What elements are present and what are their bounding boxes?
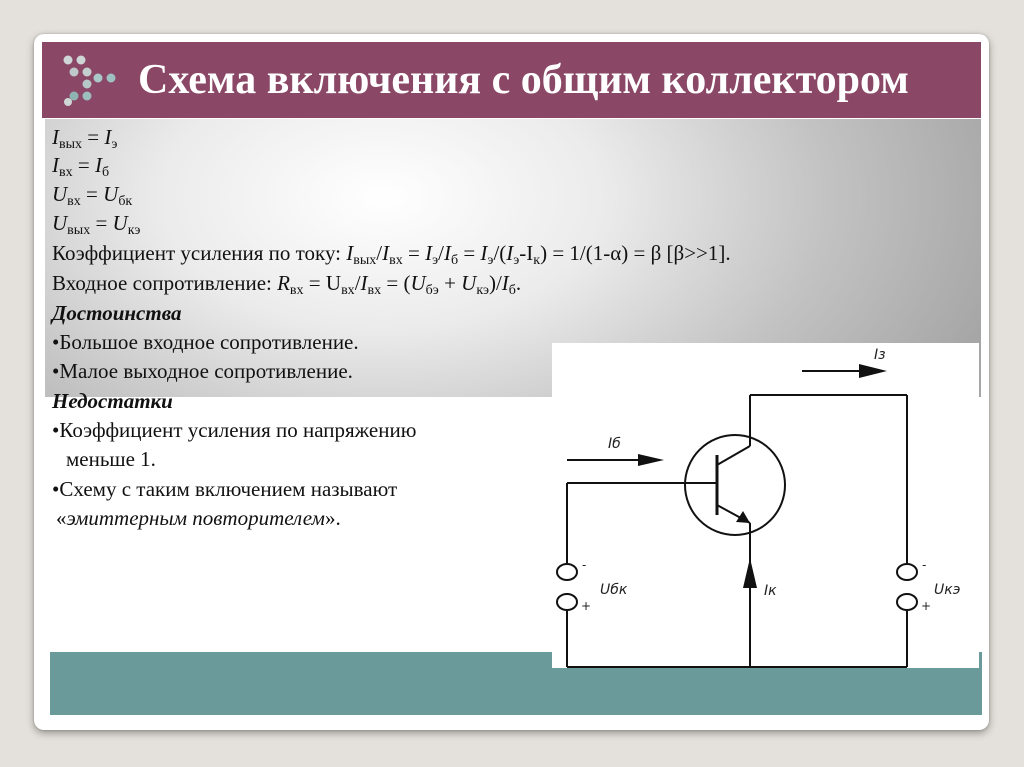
- transistor-body: [685, 435, 785, 535]
- formula-output-current: $I_{вых} = I_э$: [52, 125, 118, 152]
- ib-arrow-head: [638, 454, 664, 466]
- formula-input-current: $I_{вх} = I_б$: [52, 153, 110, 180]
- label-ie: Iз: [874, 347, 886, 363]
- terminal-output-minus: [897, 564, 917, 580]
- advantage-item: •Большое входное сопротивление.: [52, 330, 359, 354]
- sign-output-plus: +: [921, 599, 932, 613]
- label-uke: Uкэ: [934, 582, 961, 598]
- common-collector-schematic: [552, 343, 979, 668]
- input-resistance-formula: Входное сопротивление: $R_{вх} = U_{вх}/I_{вх} = (U_{бэ} + U_{кэ})/I_б$.: [52, 271, 522, 298]
- slide-title: Схема включения с общим коллектором: [138, 57, 909, 103]
- sign-input-minus: -: [582, 558, 587, 572]
- dots-decoration-icon: [54, 52, 124, 108]
- circuit-diagram: [552, 343, 979, 668]
- terminal-output-plus: [897, 594, 917, 610]
- current-gain-formula: Коэффициент усиления по току: $I_{вых}/I_{вх} = I_э/I_б = I_э/(I_э-I_к) = 1/(1-\alpha) = \beta$ [β>>1].: [52, 241, 731, 268]
- disadvantage-item: •Схему с таким включением называют: [52, 477, 398, 501]
- advantage-item: •Малое выходное сопротивление.: [52, 359, 353, 383]
- label-ib: Iб: [608, 436, 621, 452]
- slide: [34, 34, 989, 730]
- disadvantage-item: •Коэффициент усиления по напряжению: [52, 418, 417, 442]
- terminal-input-minus: [557, 564, 577, 580]
- disadvantages-heading: Недостатки: [52, 389, 173, 413]
- label-ubk: Uбк: [600, 582, 628, 598]
- formula-input-voltage: $U_{вх} = U_{бк}$: [52, 182, 133, 209]
- sign-input-plus: +: [581, 599, 592, 613]
- formula-output-voltage: $U_{вых} = U_{кэ}$: [52, 211, 141, 238]
- terminal-input-plus: [557, 594, 577, 610]
- label-ik: Iк: [764, 583, 777, 599]
- ie-arrow-head: [859, 364, 887, 378]
- emitter-lead: [717, 446, 750, 465]
- title-bar: [42, 42, 981, 118]
- sign-output-minus: -: [922, 558, 927, 572]
- advantages-heading: Достоинства: [52, 301, 182, 325]
- ik-arrow-head: [743, 558, 757, 588]
- disadvantage-item-continued: меньше 1.: [66, 447, 156, 471]
- emitter-follower-note: «эмиттерным повторителем».: [56, 506, 341, 530]
